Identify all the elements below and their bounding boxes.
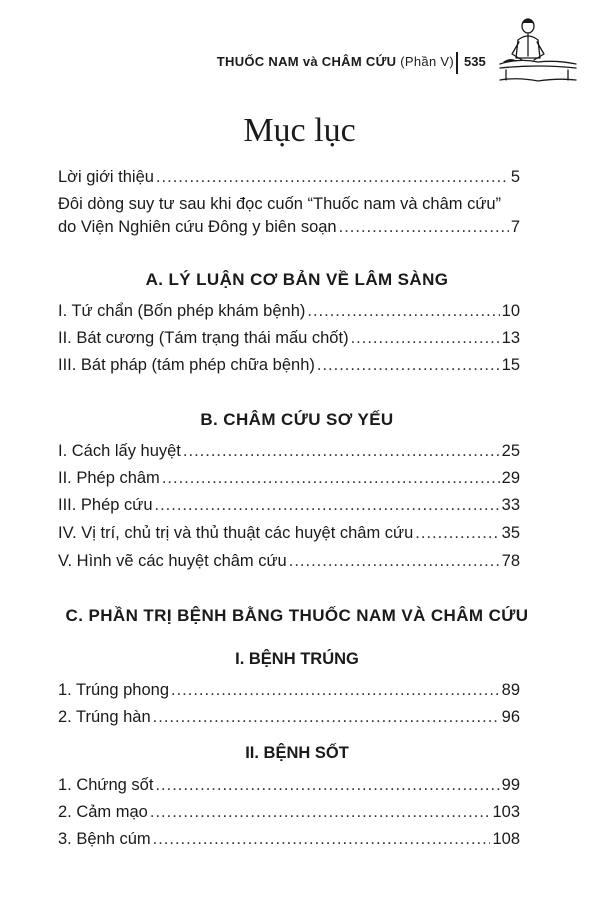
toc-entry-label: II. Phép châm [58,469,160,487]
toc-entry-label: I. Tứ chẩn (Bốn phép khám bệnh) [58,302,306,320]
dot-leader [150,803,491,822]
dot-leader [153,830,491,849]
toc-title-text: Mục lục [243,112,356,149]
dot-leader [162,469,500,488]
toc-entry[interactable] [58,830,520,849]
toc-entry-page: 103 [492,803,520,821]
toc-entry[interactable] [58,524,520,543]
section-heading: A. LÝ LUẬN CƠ BẢN VỀ LÂM SÀNG [145,270,449,289]
book-title: THUỐC NAM và CHÂM CỨU [216,54,397,69]
book-part: (Phần V) [400,54,454,69]
toc-entry-label: III. Bát pháp (tám phép chữa bệnh) [58,356,315,374]
dot-leader [307,302,499,321]
toc-entry-page: 5 [510,168,520,186]
toc-entry-page: 33 [501,496,520,514]
toc-entry-page: 35 [501,524,520,542]
toc-entry-label: 2. Trúng hàn [58,708,151,726]
toc-entry[interactable] [58,168,520,187]
toc-entry-page: 78 [501,552,520,570]
toc-entry[interactable] [58,496,520,515]
dot-leader [155,776,499,795]
acupuncture-illustration-icon [498,14,578,86]
header-divider [456,52,458,74]
dot-leader [155,496,500,515]
dot-leader [351,329,500,348]
toc-entry-label: 2. Cảm mạo [58,803,148,821]
section-heading: C. PHẦN TRỊ BỆNH BẰNG THUỐC NAM VÀ CHÂM CỨU [65,606,529,625]
toc-entry[interactable] [58,469,520,488]
dot-leader [156,168,509,187]
toc-entry[interactable] [58,329,520,348]
toc-entry[interactable] [58,302,520,321]
toc-entry-label: do Viện Nghiên cứu Đông y biên soạn [58,218,337,236]
toc-entry[interactable] [58,356,520,375]
running-header-title [217,54,454,69]
toc-entry-page: 89 [501,681,520,699]
toc-entry[interactable] [58,442,520,461]
toc-entry-label: 3. Bệnh cúm [58,830,151,848]
subsection-heading: II. BỆNH SỐT [245,744,349,762]
dot-leader [171,681,500,700]
toc-entry-page: 29 [501,469,520,487]
toc-entry[interactable] [58,218,520,237]
dot-leader [289,552,500,571]
toc-entry-label: II. Bát cương (Tám trạng thái mấu chốt) [58,329,349,347]
subsection-heading: I. BỆNH TRÚNG [235,650,359,668]
toc-entry[interactable] [58,681,520,700]
toc-entry-page: 96 [501,708,520,726]
toc-title [0,112,594,150]
page-number: 535 [464,54,486,69]
toc-entry-page: 15 [501,356,520,374]
toc-entry-label: I. Cách lấy huyệt [58,442,181,460]
toc-entry-page: 99 [501,776,520,794]
toc-entry[interactable] [58,552,520,571]
section-heading: B. CHÂM CỨU SƠ YẾU [200,410,394,429]
toc-entry-label: 1. Trúng phong [58,681,170,699]
toc-entry-label: IV. Vị trí, chủ trị và thủ thuật các huyệt châm cứu [58,524,414,542]
dot-leader [153,708,500,727]
dot-leader [317,356,500,375]
toc-entry-page: 108 [492,830,520,848]
toc-entry-label: Lời giới thiệu [58,168,154,186]
toc-entry-label: 1. Chứng sốt [58,776,154,794]
toc-entry-page: 25 [501,442,520,460]
dot-leader [339,218,509,237]
dot-leader [183,442,500,461]
toc-entry[interactable] [58,803,520,822]
toc-entry-page: 7 [510,218,520,236]
toc-entry-label: III. Phép cứu [58,496,153,514]
toc-entry-page: 13 [501,329,520,347]
toc-entry-line1: Đôi dòng suy tư sau khi đọc cuốn “Thuốc nam và châm cứu” [58,195,502,213]
toc-entry-label: V. Hình vẽ các huyệt châm cứu [58,552,287,570]
dot-leader [415,524,499,543]
toc-entry-page: 10 [501,302,520,320]
toc-entry[interactable] [58,708,520,727]
toc-entry[interactable] [58,776,520,795]
